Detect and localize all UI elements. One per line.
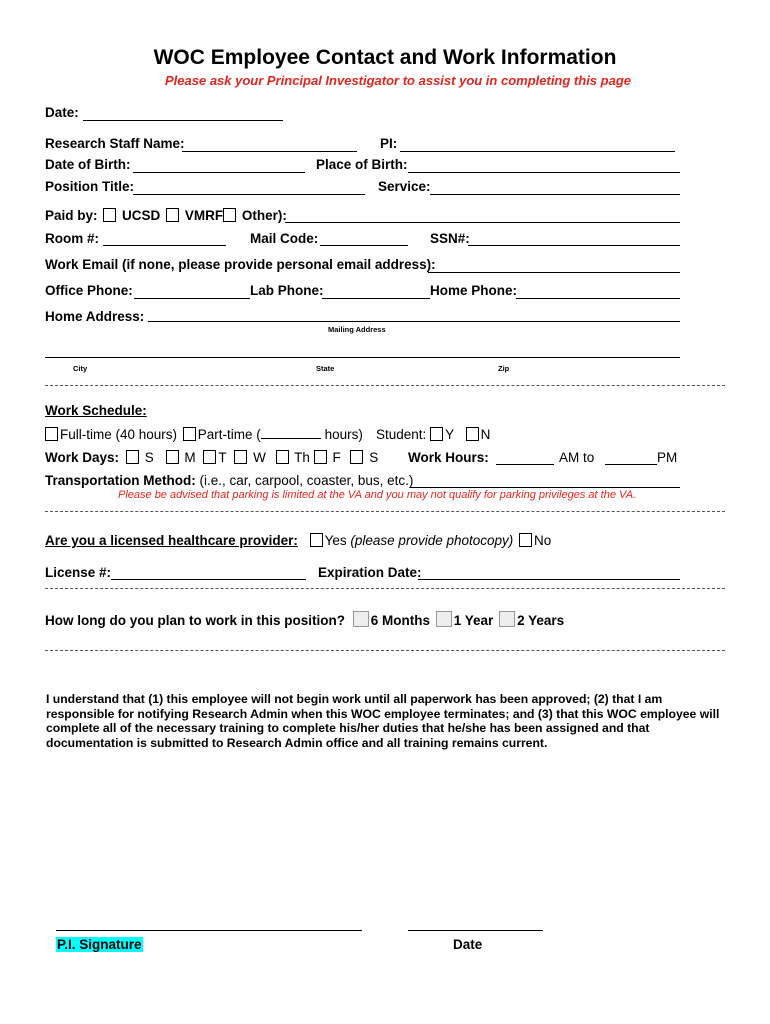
work-email-label: Work Email (if none, please provide personal email address): <box>45 257 436 272</box>
licensed-yes-note: (please provide photocopy) <box>350 533 514 548</box>
place-of-birth-field[interactable] <box>408 172 680 173</box>
acknowledgement-statement: I understand that (1) this employee will not begin work until all paperwork has been approved; (2) that I am responsible for notifying Research Admin when this WOC employee terminates; and (3) that this WOC employee will complete all of the necessary training to complete his/her duties that he/she has been assigned and that documentation is submitted to Research Admin office and all training remains current. <box>46 692 720 750</box>
address-line-2-field[interactable] <box>45 357 680 358</box>
duration-2-years-checkbox[interactable] <box>499 611 515 627</box>
day-label: S <box>144 450 154 465</box>
student-row <box>376 427 490 442</box>
other-checkbox[interactable] <box>223 208 236 222</box>
part-time-hours-label: hours) <box>324 427 363 442</box>
expiration-date-label: Expiration Date: <box>318 565 422 580</box>
date-signature-line[interactable] <box>408 930 543 931</box>
pi-signature-label: P.I. Signature <box>57 937 142 952</box>
day-checkbox-mon[interactable] <box>166 450 179 464</box>
licensed-no-checkbox[interactable] <box>519 533 532 547</box>
research-staff-name-label: Research Staff Name: <box>45 136 185 151</box>
duration-row <box>45 611 564 628</box>
day-label: F <box>332 450 341 465</box>
license-number-label: License #: <box>45 565 112 580</box>
am-to-label: AM to <box>559 450 595 465</box>
page-subtitle: Please ask your Principal Investigator to assist you in completing this page <box>165 73 631 88</box>
duration-1-year-checkbox[interactable] <box>436 611 452 627</box>
home-phone-label: Home Phone: <box>430 283 518 298</box>
work-schedule-heading: Work Schedule: <box>45 403 147 418</box>
lab-phone-field[interactable] <box>322 298 430 299</box>
mailing-address-caption: Mailing Address <box>328 325 386 334</box>
pi-signature-line[interactable] <box>56 930 362 931</box>
work-days-label: Work Days: <box>45 450 120 465</box>
employment-type-row <box>45 427 363 442</box>
divider <box>45 511 725 512</box>
office-phone-label: Office Phone: <box>45 283 133 298</box>
ucsd-label: UCSD <box>122 208 161 223</box>
work-email-field[interactable] <box>428 272 680 273</box>
licensed-yes-checkbox[interactable] <box>310 533 323 547</box>
page-title: WOC Employee Contact and Work Information <box>153 46 617 69</box>
ucsd-checkbox[interactable] <box>103 208 116 222</box>
day-checkbox-tue[interactable] <box>203 450 216 464</box>
mail-code-label: Mail Code: <box>250 231 319 246</box>
date-label: Date: <box>45 105 79 120</box>
city-caption: City <box>73 364 88 373</box>
pm-label: PM <box>657 450 678 465</box>
part-time-hours-field[interactable] <box>261 428 321 439</box>
duration-option-label: 6 Months <box>370 613 430 628</box>
paid-by-label: Paid by: <box>45 208 98 223</box>
service-label: Service: <box>378 179 431 194</box>
full-time-label: Full-time (40 hours) <box>60 427 178 442</box>
day-checkbox-fri[interactable] <box>314 450 327 464</box>
place-of-birth-label: Place of Birth: <box>316 157 408 172</box>
student-yes-checkbox[interactable] <box>430 427 443 441</box>
date-of-birth-label: Date of Birth: <box>45 157 131 172</box>
expiration-date-field[interactable] <box>418 579 680 580</box>
student-no-label: N <box>480 427 491 442</box>
signature-date-label: Date <box>453 937 483 952</box>
position-title-field[interactable] <box>133 194 365 195</box>
day-label: S <box>369 450 379 465</box>
day-label: W <box>253 450 266 465</box>
paid-by-row <box>45 208 287 223</box>
work-hours-start-field[interactable] <box>496 464 554 465</box>
transportation-row <box>45 473 413 488</box>
lab-phone-label: Lab Phone: <box>250 283 324 298</box>
duration-option-label: 1 Year <box>453 613 494 628</box>
pi-field[interactable] <box>400 151 675 152</box>
license-question-row <box>45 533 551 548</box>
part-time-checkbox[interactable] <box>183 427 196 441</box>
home-address-label: Home Address: <box>45 309 145 324</box>
duration-question: How long do you plan to work in this position? <box>45 613 345 628</box>
room-label: Room #: <box>45 231 99 246</box>
day-checkbox-thu[interactable] <box>276 450 289 464</box>
state-caption: State <box>316 364 335 373</box>
day-checkbox-wed[interactable] <box>234 450 247 464</box>
position-title-label: Position Title: <box>45 179 135 194</box>
divider <box>45 650 725 651</box>
service-field[interactable] <box>430 194 680 195</box>
transportation-label: Transportation Method: <box>45 473 196 488</box>
divider <box>45 385 725 386</box>
vmrf-checkbox[interactable] <box>166 208 179 222</box>
full-time-checkbox[interactable] <box>45 427 58 441</box>
ssn-label: SSN#: <box>430 231 470 246</box>
student-label: Student: <box>376 427 427 442</box>
research-staff-name-field[interactable] <box>182 151 357 152</box>
pi-label: PI: <box>380 136 398 151</box>
room-field[interactable] <box>103 245 226 246</box>
day-checkbox-sun[interactable] <box>126 450 139 464</box>
student-no-checkbox[interactable] <box>466 427 479 441</box>
other-field[interactable] <box>285 222 680 223</box>
transportation-hint: (i.e., car, carpool, coaster, bus, etc.) <box>199 473 414 488</box>
work-hours-label: Work Hours: <box>408 450 489 465</box>
duration-option-label: 2 Years <box>517 613 565 628</box>
duration-6-months-checkbox[interactable] <box>353 611 369 627</box>
other-label: Other): <box>241 208 287 223</box>
ssn-field[interactable] <box>468 245 680 246</box>
date-field[interactable] <box>83 120 283 121</box>
day-checkbox-sat[interactable] <box>350 450 363 464</box>
day-label: Th <box>294 450 310 465</box>
license-number-field[interactable] <box>111 579 306 580</box>
work-days-options <box>126 450 378 465</box>
licensed-provider-question: Are you a licensed healthcare provider: <box>45 533 298 548</box>
mail-code-field[interactable] <box>320 245 408 246</box>
home-address-field[interactable] <box>148 321 680 322</box>
part-time-label: Part-time ( <box>197 427 261 442</box>
zip-caption: Zip <box>498 364 510 373</box>
licensed-no-label: No <box>534 533 552 548</box>
home-phone-field[interactable] <box>516 298 680 299</box>
day-label: T <box>218 450 227 465</box>
office-phone-field[interactable] <box>134 298 250 299</box>
date-of-birth-field[interactable] <box>133 172 305 173</box>
parking-note: Please be advised that parking is limited at the VA and you may not qualify for parking privileges at the VA. <box>118 489 637 501</box>
vmrf-label: VMRF <box>184 208 224 223</box>
divider <box>45 588 725 589</box>
licensed-yes-label: Yes <box>324 533 347 548</box>
student-yes-label: Y <box>445 427 454 442</box>
transportation-field[interactable] <box>410 487 680 488</box>
work-hours-end-field[interactable] <box>605 464 657 465</box>
day-label: M <box>184 450 196 465</box>
